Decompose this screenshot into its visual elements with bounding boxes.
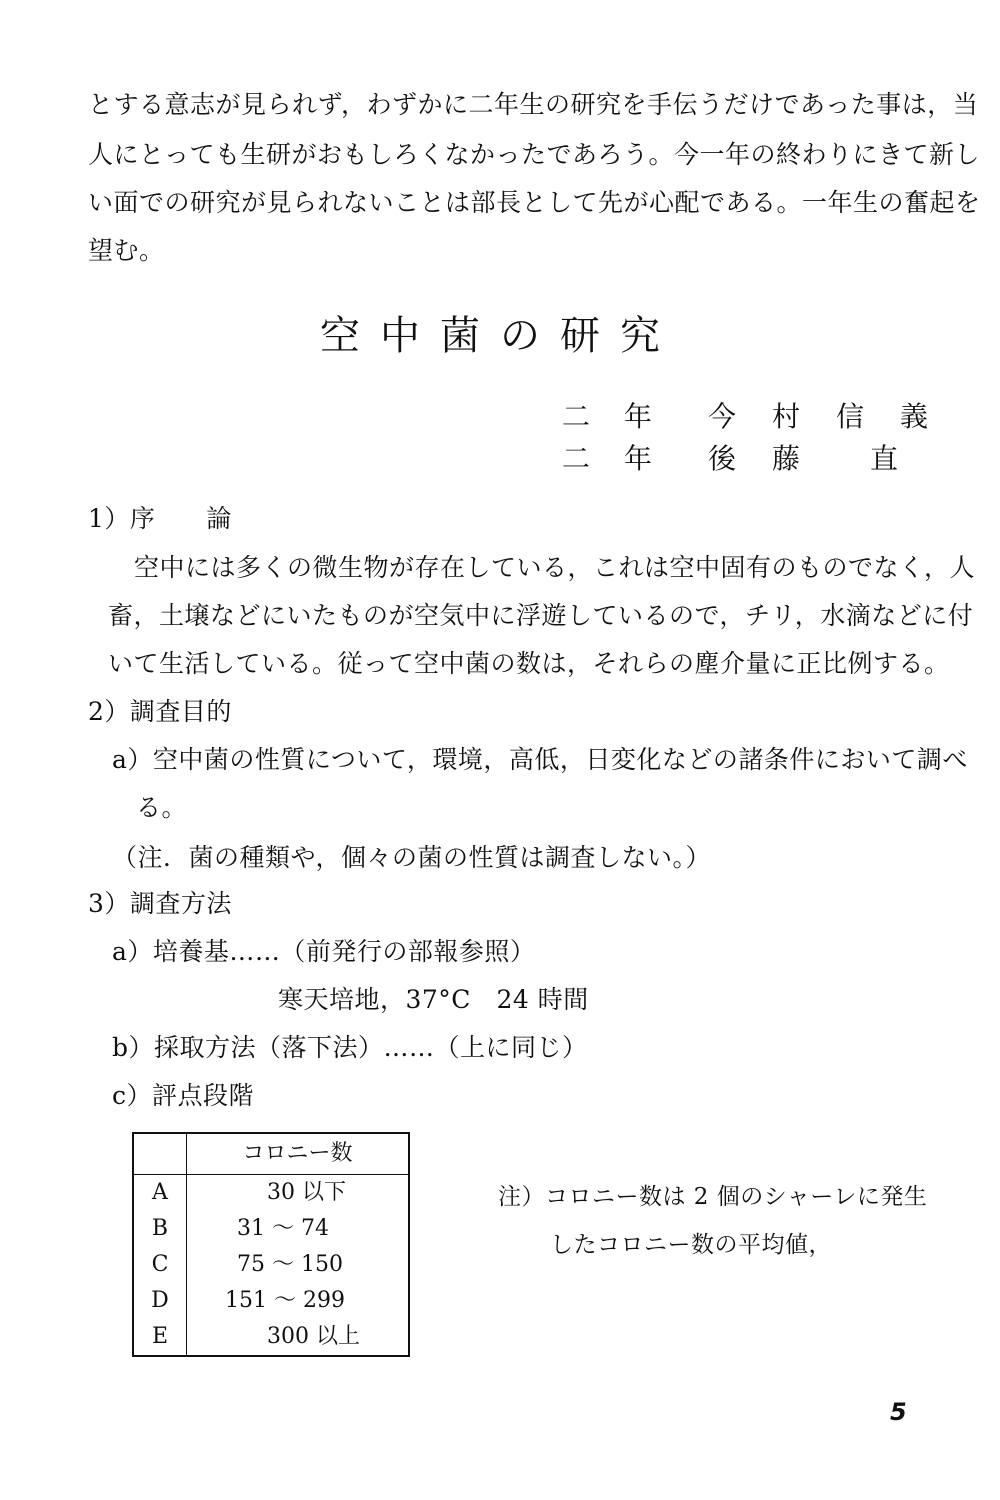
section-1-heading: 1）序 論 [88, 504, 232, 533]
table-cell-grade: E [133, 1319, 187, 1356]
author-2-grade: 二年 [562, 442, 687, 475]
intro-line-4: 望む。 [88, 236, 165, 265]
table-header-row [133, 1133, 409, 1175]
page-number: 5 [890, 1398, 907, 1426]
section-3-item-c: c）評点段階 [112, 1081, 255, 1110]
table-cell-value: 31 ～ 74 [237, 1216, 329, 1241]
author-2-name: 後藤 [708, 442, 837, 475]
section-3-heading: 3）調査方法 [88, 889, 232, 918]
table-row [133, 1283, 409, 1319]
section-2-note: （注．菌の種類や，個々の菌の性質は調査しない。） [112, 843, 712, 872]
author-2-name-last: 直 [870, 442, 899, 475]
table-cell-value: 30 以下 [267, 1180, 346, 1205]
section-2-item-a: a）空中菌の性質について，環境，高低，日変化などの諸条件において調べ [112, 745, 968, 774]
table-header-colony-count: コロニー数 [187, 1133, 410, 1175]
section-3-item-b: b）採取方法（落下法）……（上に同じ） [112, 1033, 588, 1062]
section-1-line-3: いて生活している。従って空中菌の数は，それらの塵介量に正比例する。 [108, 649, 950, 678]
section-2-heading: 2）調査目的 [88, 697, 232, 726]
table-header-grade-cell [133, 1133, 187, 1175]
section-3-item-a-detail: 寒天培地，37°C 24 時間 [278, 985, 589, 1014]
table-row [133, 1247, 409, 1283]
author-1-name: 今村信義 [708, 400, 965, 433]
intro-line-2: 人にとっても生研がおもしろくなかったであろう。今一年の終わりにきて新し [88, 140, 981, 169]
section-1-line-1: 空中には多くの微生物が存在している，これは空中固有のものでなく，人 [134, 553, 976, 582]
table-cell-value: 151 ～ 299 [225, 1288, 345, 1313]
table-row [133, 1211, 409, 1247]
article-title: 空中菌の研究 [320, 313, 680, 359]
section-1-line-2: 畜，土壌などにいたものが空気中に浮遊しているので，チリ，水滴などに付 [108, 601, 974, 630]
table-note-line-2: したコロニー数の平均値， [550, 1232, 832, 1258]
table-cell-value: 300 以上 [267, 1324, 360, 1349]
colony-grade-table [132, 1132, 410, 1357]
table-cell-grade: A [133, 1175, 187, 1212]
table-cell-value: 75 ～ 150 [237, 1252, 343, 1277]
intro-line-1: とする意志が見られず，わずかに二年生の研究を手伝うだけであった事は，当 [88, 90, 979, 119]
intro-line-3: い面での研究が見られないことは部長として先が心配である。一年生の奮起を [88, 188, 981, 217]
table-cell-grade: B [133, 1211, 187, 1247]
author-1-grade: 二年 [562, 400, 687, 433]
table-cell-grade: D [133, 1283, 187, 1319]
section-3-item-a: a）培養基……（前発行の部報参照） [112, 937, 536, 966]
table-cell-grade: C [133, 1247, 187, 1283]
table-note-line-1: 注）コロニー数は 2 個のシャーレに発生 [498, 1184, 928, 1210]
section-2-item-a-cont: る。 [136, 793, 188, 822]
table-row [133, 1319, 409, 1356]
table-row [133, 1175, 409, 1212]
